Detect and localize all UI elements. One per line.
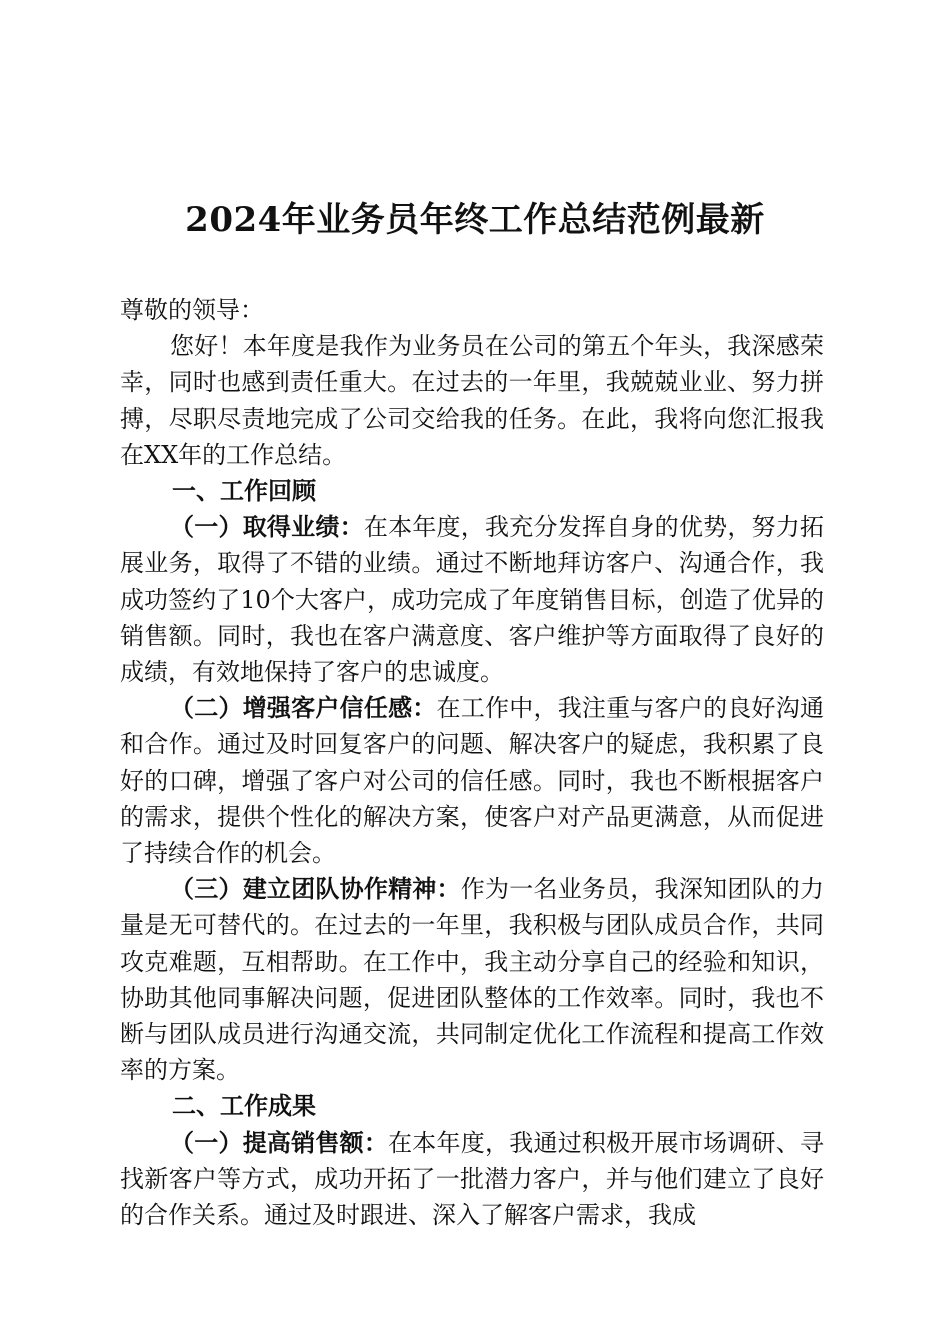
paragraph-text: 在本年度，我充分发挥自身的优势，努力拓展业务，取得了不错的业绩。通过不断地拜访客户、沟通合作，我成功签约了10个大客户，成功完成了年度销售目标，创造了优异的销售额。同时，我也在客户满意度、客户维护等方面取得了良好的成绩，有效地保持了客户的忠诚度。 [120,513,825,687]
paragraph-sales-growth [120,1125,824,1234]
salutation: 尊敬的领导： [120,296,264,324]
intro-paragraph: 您好！本年度是我作为业务员在公司的第五个年头，我深感荣幸，同时也感到责任重大。在过去的一年里，我兢兢业业、努力拼搏，尽职尽责地完成了公司交给我的任务。在此，我将向您汇报我在XX年的工作总结。 [120,332,824,469]
section-heading-results [120,1088,824,1124]
paragraph-achievements [120,509,824,690]
section-heading-review [120,473,824,509]
paragraph-text: 在本年度，我通过积极开展市场调研、寻找新客户等方式，成功开拓了一批潜力客户，并与他们建立了良好的合作关系。通过及时跟进、深入了解客户需求，我成 [120,1128,824,1230]
paragraph-lead: （一）取得业绩： [170,512,364,542]
section-heading-text: 二、工作成果 [172,1091,316,1121]
paragraph-lead: （三）建立团队协作精神： [170,874,461,904]
section-heading-text: 一、工作回顾 [172,476,316,506]
document-body [120,292,824,1233]
paragraph-lead: （二）增强客户信任感： [170,693,437,723]
paragraph-text: 在工作中，我注重与客户的良好沟通和合作。通过及时回复客户的问题、解决客户的疑虑，我积累了良好的口碑，增强了客户对公司的信任感。同时，我也不断根据客户的需求，提供个性化的解决方案，使客户对产品更满意，从而促进了持续合作的机会。 [120,694,825,868]
paragraph-lead: （一）提高销售额： [170,1127,389,1157]
paragraph-teamwork [120,871,824,1088]
paragraph-text: 作为一名业务员，我深知团队的力量是无可替代的。在过去的一年里，我积极与团队成员合作，共同攻克难题，互相帮助。在工作中，我主动分享自己的经验和知识，协助其他同事解决问题，促进团队整体的工作效率。同时，我也不断与团队成员进行沟通交流，共同制定优化工作流程和提高工作效率的方案。 [120,875,825,1085]
document-title: 2024年业务员年终工作总结范例最新 [185,200,765,240]
paragraph-customer-trust [120,690,824,871]
